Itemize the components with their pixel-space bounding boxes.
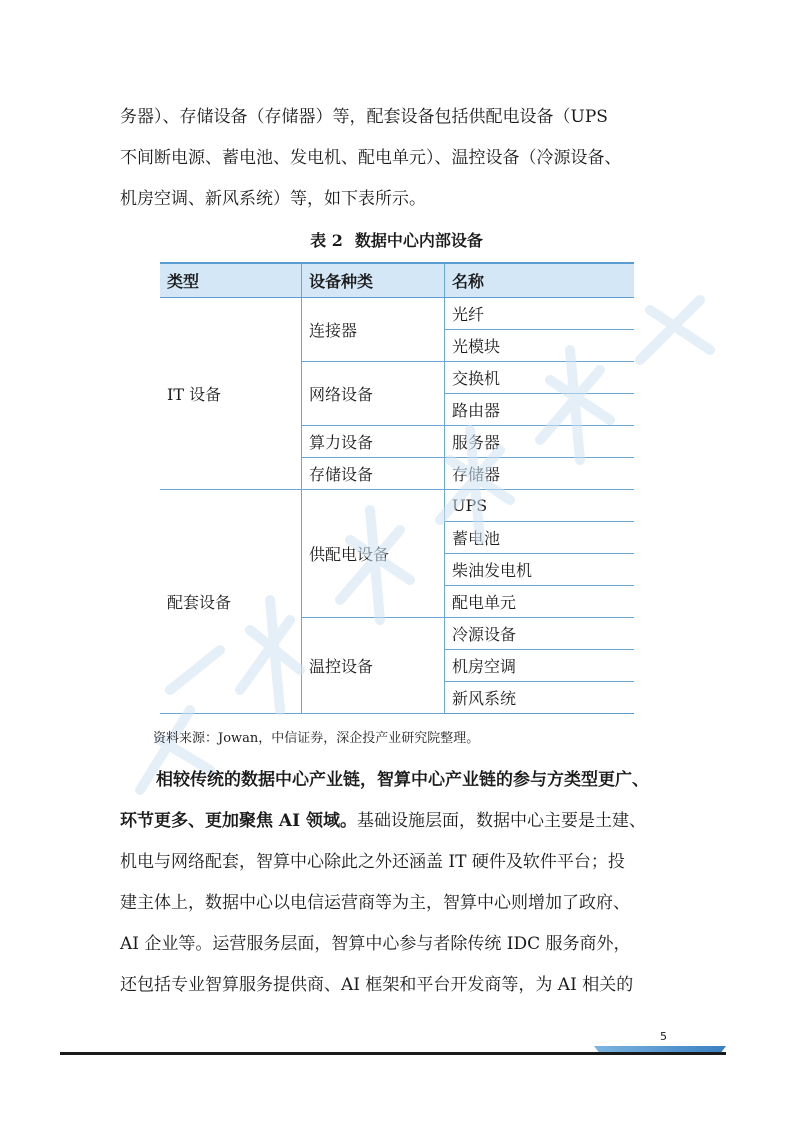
name-cell: 路由器	[445, 394, 635, 426]
name-cell: 冷源设备	[445, 618, 635, 650]
name-cell: 柴油发电机	[445, 554, 635, 586]
source-note: 资料来源：Jowan，中信证券，深企投产业研究院整理。	[153, 731, 480, 746]
category-cell: 连接器	[302, 298, 445, 362]
bold-lead-line: 相较传统的数据中心产业链，智算中心产业链的参与方类型更广、	[156, 770, 649, 790]
category-cell: 存储设备	[302, 458, 445, 490]
category-cell: 网络设备	[302, 362, 445, 426]
header-type: 类型	[160, 263, 302, 298]
body-paragraph	[120, 760, 680, 1006]
header-category: 设备种类	[302, 263, 445, 298]
body-fragment: 基础设施层面，数据中心主要是土建、	[356, 811, 646, 831]
type-cell-it: IT 设备	[160, 298, 302, 490]
table-header-row	[160, 263, 634, 298]
header-name: 名称	[445, 263, 635, 298]
page-number: 5	[660, 1030, 667, 1043]
table-caption-title: 数据中心内部设备	[354, 231, 483, 250]
category-cell: 算力设备	[302, 426, 445, 458]
intro-line: 不间断电源、蓄电池、发电机、配电单元）、温控设备（冷源设备、	[120, 148, 622, 168]
body-line: 机电与网络配套，智算中心除此之外还涵盖 IT 硬件及软件平台；投	[120, 852, 625, 872]
name-cell: 服务器	[445, 426, 635, 458]
table-row	[160, 490, 634, 522]
table-caption	[0, 228, 793, 251]
intro-paragraph	[120, 97, 680, 220]
body-line: AI 企业等。运营服务层面，智算中心参与者除传统 IDC 服务商外，	[120, 934, 631, 954]
type-cell-support: 配套设备	[160, 490, 302, 714]
name-cell: 配电单元	[445, 586, 635, 618]
name-cell: 光纤	[445, 298, 635, 330]
category-cell: 温控设备	[302, 618, 445, 714]
intro-line: 务器）、存储设备（存储器）等，配套设备包括供配电设备（UPS	[120, 107, 608, 127]
device-table	[160, 262, 634, 714]
name-cell: 蓄电池	[445, 522, 635, 554]
name-cell: UPS	[445, 490, 635, 522]
table-caption-number: 表 2	[310, 231, 343, 250]
name-cell: 新风系统	[445, 682, 635, 714]
footer-rule	[60, 1052, 726, 1055]
name-cell: 光模块	[445, 330, 635, 362]
body-line: 建主体上，数据中心以电信运营商等为主，智算中心则增加了政府、	[120, 893, 630, 913]
name-cell: 存储器	[445, 458, 635, 490]
name-cell: 交换机	[445, 362, 635, 394]
name-cell: 机房空调	[445, 650, 635, 682]
intro-line: 机房空调、新风系统）等，如下表所示。	[120, 189, 426, 209]
body-line: 还包括专业智算服务提供商、AI 框架和平台开发商等，为 AI 相关的	[120, 975, 634, 995]
mixed-line	[120, 801, 680, 842]
bold-lead-fragment: 环节更多、更加聚焦 AI 领域。	[120, 811, 357, 831]
category-cell: 供配电设备	[302, 490, 445, 618]
table-row	[160, 298, 634, 330]
